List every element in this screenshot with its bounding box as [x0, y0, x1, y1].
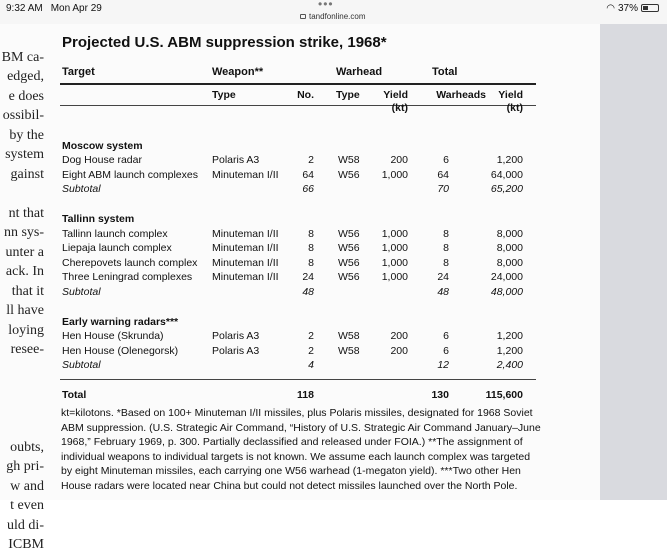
body-text-line: uld di-: [7, 517, 44, 533]
cell-yield: 1,000: [381, 257, 408, 269]
table-section-header: [0, 316, 600, 330]
cell-no: 2: [308, 330, 314, 342]
body-text-line: resee-: [10, 342, 44, 357]
cell-tw: 70: [437, 183, 449, 195]
cell-ty: 48,000: [490, 286, 523, 298]
cell-tw: 8: [443, 228, 449, 240]
cell-type: Polaris A3: [212, 330, 260, 342]
cell-type: Minuteman I/II: [212, 271, 279, 283]
cell-no: 66: [302, 183, 314, 195]
body-text-line: [0, 28, 44, 48]
body-text-line: e does: [8, 88, 44, 104]
body-text-line: gh pri-: [6, 459, 44, 474]
subheader-total-yield-unit: (kt): [506, 102, 523, 114]
cell-tw: 130: [431, 389, 449, 401]
cell-wtype: W58: [338, 330, 360, 342]
article-page: [0, 24, 600, 552]
cell-no: 4: [308, 359, 314, 371]
cell-no: 64: [302, 169, 314, 181]
lock-icon: [300, 14, 306, 19]
wifi-icon: ◠: [606, 3, 615, 14]
cell-wtype: W56: [338, 228, 360, 240]
cell-tw: 48: [437, 286, 449, 298]
header-target: Target: [62, 66, 95, 78]
battery-level: [643, 6, 648, 10]
table-section-header: [0, 140, 600, 154]
body-text-line: system: [5, 147, 44, 162]
cell-type: Polaris A3: [212, 154, 260, 166]
subheader-total-yield: Yield: [498, 89, 523, 101]
table-subtotal-row: [0, 359, 600, 373]
cell-target: Subtotal: [62, 359, 101, 371]
body-text-line: unter a: [5, 244, 44, 260]
status-right: [606, 3, 659, 14]
cell-ty: 24,000: [490, 271, 523, 283]
cell-ty: 1,200: [496, 330, 523, 342]
cell-yield: 1,000: [381, 169, 408, 181]
body-text-line: nt that: [8, 205, 44, 221]
subheader-type: Type: [212, 89, 236, 101]
cell-target: Liepaja launch complex: [62, 242, 172, 254]
cell-tw: 12: [437, 359, 449, 371]
cell-no: 48: [302, 286, 314, 298]
cell-wtype: W58: [338, 345, 360, 357]
cell-tw: 8: [443, 242, 449, 254]
cell-ty: 8,000: [496, 242, 523, 254]
cell-yield: 1,000: [381, 242, 408, 254]
body-text-line: edged,: [7, 69, 44, 84]
cell-no: 8: [308, 242, 314, 254]
body-text-line: loying: [8, 322, 44, 338]
cell-no: 8: [308, 228, 314, 240]
table-title: Projected U.S. ABM suppression strike, 1968*: [62, 34, 387, 51]
cell-yield: 200: [390, 154, 408, 166]
table-row: [0, 271, 600, 285]
cell-target: Tallinn launch complex: [62, 228, 168, 240]
cell-wtype: W56: [338, 169, 360, 181]
body-text-line: nn sys-: [3, 225, 44, 240]
total-rule: [60, 379, 536, 380]
status-date: Mon Apr 29: [50, 3, 102, 14]
body-text-line: that it: [11, 283, 44, 299]
table-row: [0, 169, 600, 183]
cell-target: Subtotal: [62, 183, 101, 195]
cell-no: 24: [302, 271, 314, 283]
cell-ty: 64,000: [490, 169, 523, 181]
body-text-line: t even: [10, 498, 44, 513]
status-time: 9:32 AM: [6, 3, 43, 14]
table-row: [0, 242, 600, 256]
cell-target: Three Leningrad complexes: [62, 271, 193, 283]
table-row: [0, 154, 600, 168]
header-rule-top: [60, 83, 536, 85]
subheader-warhead-type: Type: [336, 89, 360, 101]
header-total: Total: [432, 66, 458, 78]
address-bar[interactable]: [300, 12, 365, 21]
subheader-warheads: Warheads: [436, 89, 486, 101]
body-text-line: by the: [9, 127, 44, 143]
body-text-line: w and: [10, 478, 44, 494]
cell-yield: 200: [390, 330, 408, 342]
cell-ty: 8,000: [496, 257, 523, 269]
table-row: [0, 257, 600, 271]
cell-target: Early warning radars***: [62, 316, 179, 328]
cell-tw: 6: [443, 345, 449, 357]
cell-wtype: W56: [338, 257, 360, 269]
cell-wtype: W56: [338, 271, 360, 283]
cell-ty: 8,000: [496, 228, 523, 240]
cell-type: Minuteman I/II: [212, 169, 279, 181]
cell-type: Minuteman I/II: [212, 228, 279, 240]
cell-no: 118: [297, 389, 314, 401]
cell-type: Minuteman I/II: [212, 257, 279, 269]
cell-type: Polaris A3: [212, 345, 260, 357]
cell-yield: 1,000: [381, 228, 408, 240]
cell-ty: 65,200: [490, 183, 523, 195]
url-text: tandfonline.com: [309, 12, 366, 21]
header-warhead: Warhead: [336, 66, 383, 78]
subheader-yield-unit: (kt): [391, 102, 408, 114]
table-section-header: [0, 213, 600, 227]
body-text-line: ack. In: [5, 264, 44, 279]
cell-ty: 1,200: [496, 154, 523, 166]
body-text-line: BM ca-: [1, 49, 44, 65]
cell-target: Dog House radar: [62, 154, 142, 166]
cell-target: Cherepovets launch complex: [62, 257, 198, 269]
cell-target: Tallinn system: [62, 213, 135, 225]
battery-percent: 37%: [617, 3, 638, 14]
body-text-line: ossibil-: [2, 108, 44, 123]
subheader-yield: Yield: [383, 89, 408, 101]
status-left: [6, 3, 110, 14]
cell-ty: 2,400: [496, 359, 523, 371]
cell-target: Moscow system: [62, 140, 143, 152]
table-notes: kt=kilotons. *Based on 100+ Minuteman I/II missiles, plus Polaris missiles, designated for 1968 Soviet ABM suppression. (U.S. Strategic Air Command, “History of U.S. Strategic Air Command January–June 1968,” February 1969, p. 300. Partially declassified and released under FOIA.) **The assignment of individual weapons to individual targets is not known. We assume each launch complex was targeted by eight Minuteman missiles, each carrying one W56 warhead (1-megaton yield). ***Two other Hen House radars were located near China but could not detect missiles launched over the North Pole.: [61, 407, 541, 492]
cell-ty: 115,600: [485, 389, 523, 401]
more-dots-icon[interactable]: •••: [318, 0, 334, 11]
side-margin: [600, 24, 667, 500]
cell-ty: 1,200: [496, 345, 523, 357]
battery-icon: [641, 4, 659, 12]
table-row: [0, 330, 600, 344]
cell-target: Hen House (Olenegorsk): [62, 345, 179, 357]
body-text-line: [0, 418, 44, 438]
table-total-row: [0, 389, 600, 403]
cell-tw: 24: [437, 271, 449, 283]
cell-yield: 1,000: [381, 271, 408, 283]
cell-tw: 6: [443, 154, 449, 166]
table-subtotal-row: [0, 183, 600, 197]
cell-tw: 8: [443, 257, 449, 269]
cell-wtype: W56: [338, 242, 360, 254]
status-bar: [0, 0, 667, 24]
subheader-no: No.: [297, 89, 314, 101]
cell-target: Subtotal: [62, 286, 101, 298]
cell-target: Eight ABM launch complexes: [62, 169, 198, 181]
cell-target: Total: [62, 389, 87, 401]
cell-no: 8: [308, 257, 314, 269]
body-text-line: ll have: [6, 303, 44, 318]
cell-tw: 6: [443, 330, 449, 342]
cell-no: 2: [308, 345, 314, 357]
body-text-line: ICBM: [8, 537, 44, 552]
table-row: [0, 345, 600, 359]
cell-tw: 64: [437, 169, 449, 181]
body-text-line: gainst: [10, 166, 44, 182]
cell-yield: 200: [390, 345, 408, 357]
cell-no: 2: [308, 154, 314, 166]
header-weapon: Weapon**: [212, 66, 264, 78]
header-rule-bottom: [60, 105, 536, 106]
cell-target: Hen House (Skrunda): [62, 330, 164, 342]
cell-type: Minuteman I/II: [212, 242, 279, 254]
table-subtotal-row: [0, 286, 600, 300]
body-text-line: oubts,: [10, 439, 44, 455]
table-row: [0, 228, 600, 242]
cell-wtype: W58: [338, 154, 360, 166]
